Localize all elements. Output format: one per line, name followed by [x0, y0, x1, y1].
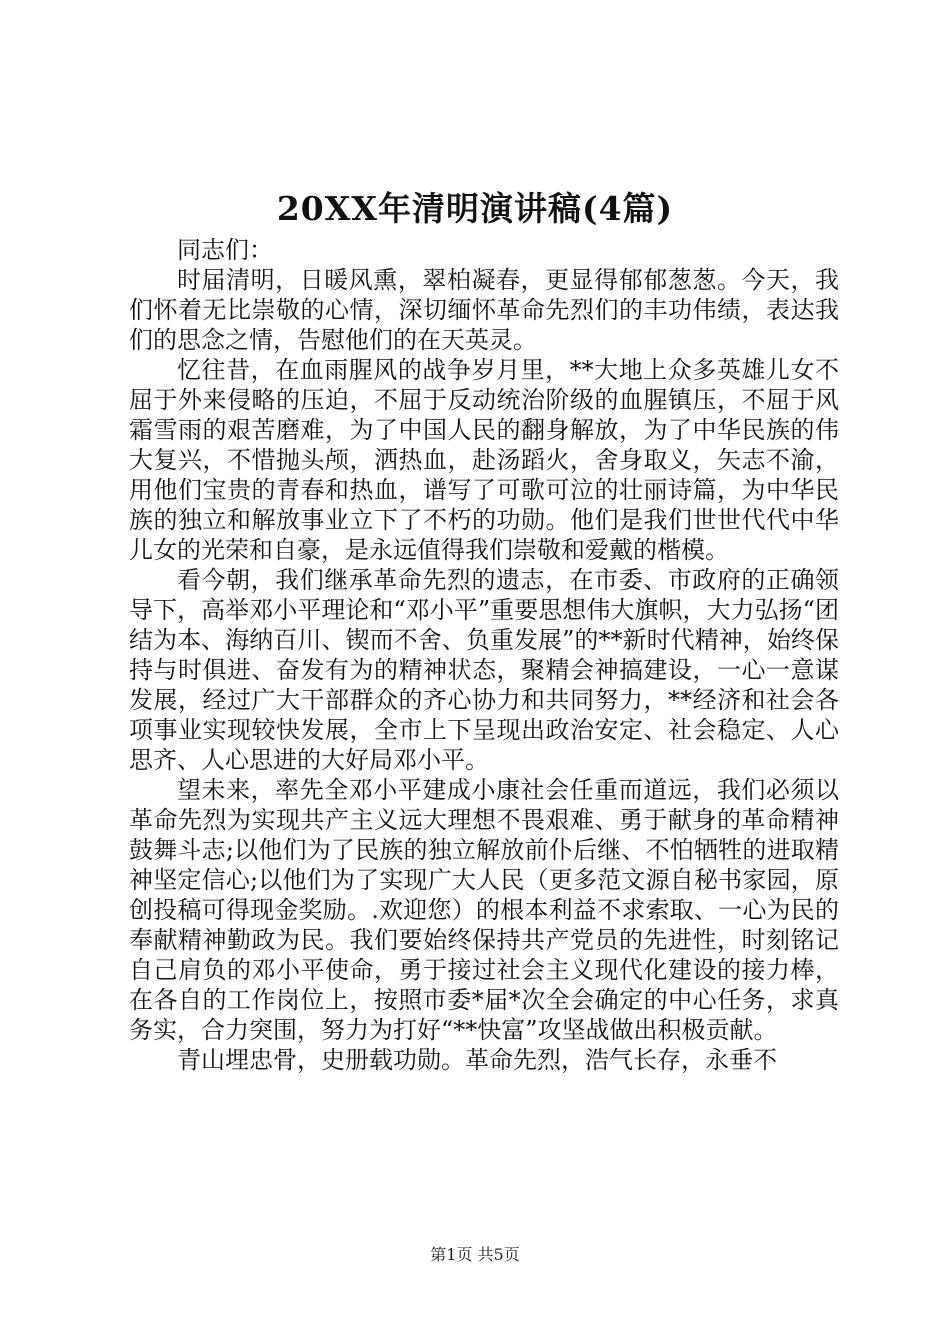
page-footer: 第1页 共5页 — [430, 1245, 520, 1264]
paragraph: 望未来，率先全邓小平建成小康社会任重而道远，我们必须以革命先烈为实现共产主义远大理想不畏艰难、勇于献身的革命精神鼓舞斗志;以他们为了民族的独立解放前仆后继、不怕牺牲的进取精神坚定信心;以他们为了实现广大人民（更多范文源自秘书家园，原创投稿可得现金奖励。.欢迎您）的根本利益不求索取、一心为民的奉献精神勤政为民。我们要始终保持共产党员的先进性，时刻铭记自己肩负的邓小平使命，勇于接过社会主义现代化建设的接力棒，在各自的工作岗位上，按照市委*届*次全会确定的中心任务，求真务实，合力突围，努力为打好“**快富”攻坚战做出积极贡献。 — [129, 776, 839, 1044]
paragraph: 忆往昔，在血雨腥风的战争岁月里，**大地上众多英雄儿女不屈于外来侵略的压迫，不屈于反动统治阶级的血腥镇压，不屈于风霜雪雨的艰苦磨难，为了中国人民的翻身解放，为了中华民族的伟大复兴，不惜抛头颅，洒热血，赴汤蹈火，舍身取义，矢志不渝，用他们宝贵的青春和热血，谱写了可歌可泣的壮丽诗篇，为中华民族的独立和解放事业立下了不朽的功勋。他们是我们世世代代中华儿女的光荣和自豪，是永远值得我们崇敬和爱戴的楷模。 — [129, 356, 839, 564]
document-body — [129, 235, 839, 1075]
paragraph: 看今朝，我们继承革命先烈的遗志，在市委、市政府的正确领导下，高举邓小平理论和“邓小平”重要思想伟大旗帜，大力弘扬“团结为本、海纳百川、锲而不舍、负重发展”的**新时代精神，始终保持与时俱进、奋发有为的精神状态，聚精会神搞建设，一心一意谋发展，经过广大干部群众的齐心协力和共同努力，**经济和社会各项事业实现较快发展，全市上下呈现出政治安定、社会稳定、人心思齐、人心思进的大好局邓小平。 — [129, 566, 839, 774]
salutation: 同志们： — [177, 236, 273, 264]
document-title: 20XX年清明演讲稿(4篇) — [276, 189, 674, 228]
paragraph: 青山埋忠骨，史册载功勋。革命先烈，浩气长存，永垂不 — [177, 1046, 777, 1074]
paragraph: 时届清明，日暖风熏，翠柏凝春，更显得郁郁葱葱。今天，我们怀着无比崇敬的心情，深切缅怀革命先烈们的丰功伟绩，表达我们的思念之情，告慰他们的在天英灵。 — [129, 266, 839, 354]
